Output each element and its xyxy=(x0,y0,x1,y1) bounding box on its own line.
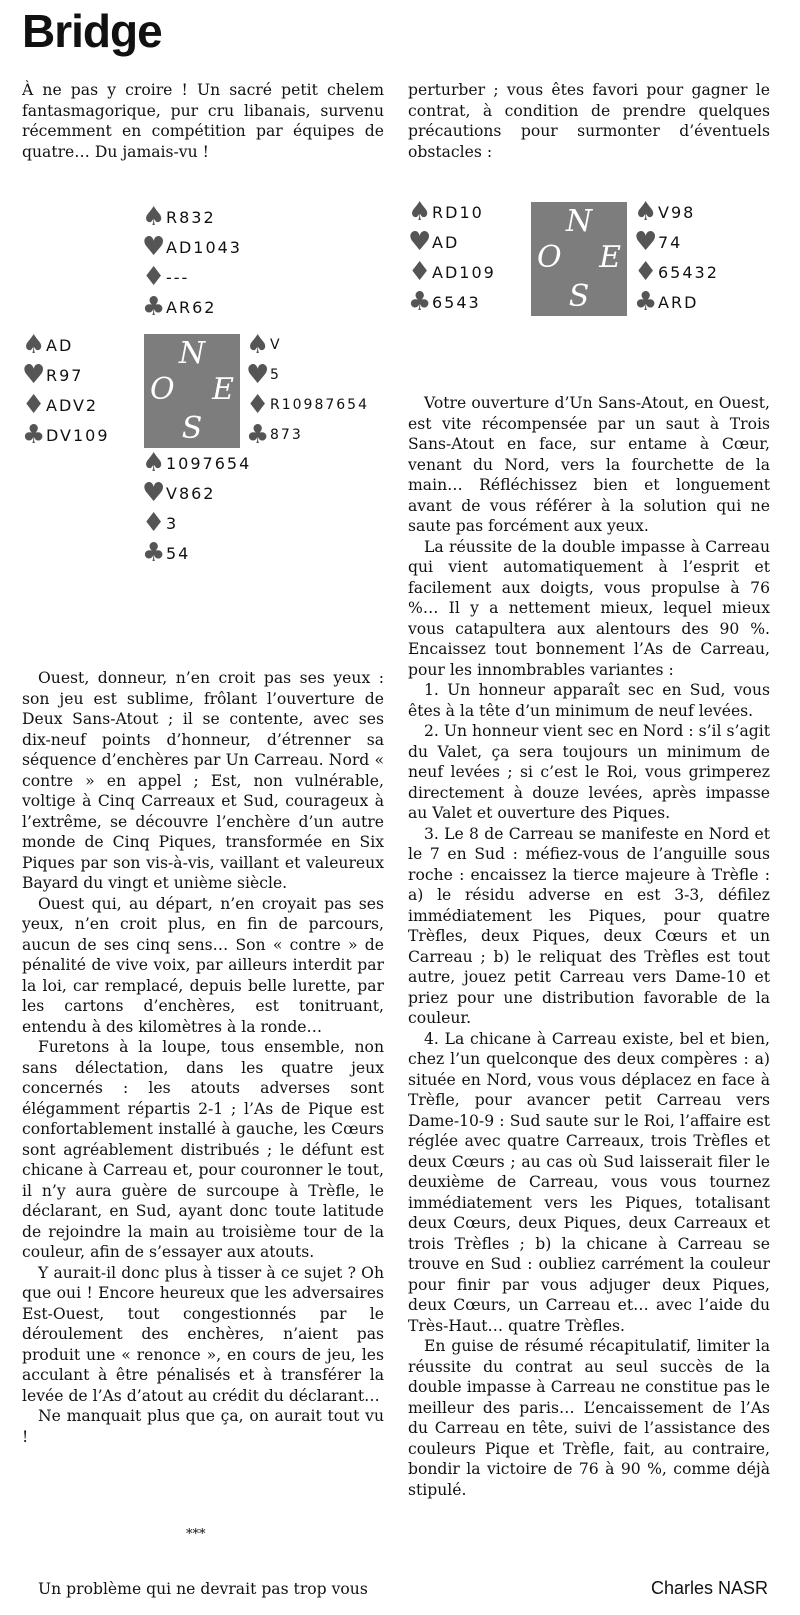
spade-icon: ♠ xyxy=(142,202,166,232)
south-spades: 1097654 xyxy=(166,453,252,473)
east-clubs: ARD xyxy=(658,292,699,312)
diamond-icon: ♦ xyxy=(246,390,270,420)
author-signature: Charles NASR xyxy=(650,1578,768,1598)
north-diamonds: --- xyxy=(166,267,190,287)
body-paragraph: Ne manquait plus que ça, on aurait tout vu ! xyxy=(22,1407,384,1446)
heart-icon: ♥ xyxy=(634,227,658,257)
intro-paragraph: À ne pas y croire ! Un sacré petit chelem fantasmagorique, pur cru libanais, survenu récemment en compétition par équipes de quatre… Du jamais-vu ! xyxy=(22,81,384,161)
body-paragraph: 4. La chicane à Carreau existe, bel et bien, chez l’un quelconque des deux compères : a) située en Nord, vous vous déplacez en face à Trèfle, pour avancer petit Carreau vers Dame-10-9 : Sud saute sur le Roi, l’affaire est réglée avec quatre Carreaux, trois Trèfles et deux Cœurs ; au cas où Sud laisserait filer le deuxième de Carreau, vous vous tournez immédiatement vers les Piques, totalisant deux Cœurs, deux Piques, deux Carreaux et trois Trèfles ; b) la chicane à Carreau se trouve en Sud : oubliez carrément la couleur pour finir par vous adjuger deux Piques, deux Cœurs, un Carreau et… avec l’aide du Très-Haut… quatre Trèfles. xyxy=(408,1029,770,1335)
west-spades: AD xyxy=(46,335,74,355)
deal1-west-hand xyxy=(22,330,110,450)
club-icon: ♣ xyxy=(634,287,658,317)
west-spades: RD10 xyxy=(432,202,484,222)
compass-north: N xyxy=(565,204,593,239)
spade-icon: ♠ xyxy=(246,330,270,360)
body-paragraph: 2. Un honneur vient sec en Nord : s’il s’agit du Valet, ça sera toujours un minimum de neuf levées ; si c’est le Roi, vous grimperez directement à douze levées, après impasse au Valet et ouverture des Piques. xyxy=(408,722,770,822)
section-separator: *** xyxy=(186,1527,206,1542)
spade-icon: ♠ xyxy=(22,330,46,360)
north-spades: R832 xyxy=(166,207,216,227)
east-spades: V98 xyxy=(658,202,696,222)
north-hearts: AD1043 xyxy=(166,237,242,257)
deal2-east-hand xyxy=(634,197,719,317)
south-hearts: V862 xyxy=(166,483,216,503)
heart-icon: ♥ xyxy=(142,478,166,508)
west-hearts: AD xyxy=(432,232,460,252)
body-paragraph: Y aurait-il donc plus à tisser à ce sujet ? Oh que oui ! Encore heureux que les adversaires Est-Ouest, tout congestionnés par le déroulement des enchères, n’aient pas produit une « renonce », en cours de jeu, les acculant à être pénalisés et à transférer la levée de l’As d’atout au crédit du déclarant… xyxy=(22,1263,384,1405)
deal1-east-hand xyxy=(246,330,369,450)
west-clubs: 6543 xyxy=(432,292,481,312)
article-column-right xyxy=(408,393,770,1500)
north-clubs: AR62 xyxy=(166,297,217,317)
club-icon: ♣ xyxy=(246,420,270,450)
body-paragraph: 3. Le 8 de Carreau se manifeste en Nord et le 7 en Sud : méfiez-vous de l’anguille sous roche : encaissez la tierce majeure à Trèfle : a) le résidu adverse en est 3-3, défilez immédiatement les Piques, pour quatre Trèfles, deux Piques, deux Cœurs et un Carreau ; b) le reliquat des Trèfles est tout autre, jouez petit Carreau vers Dame-10 et priez pour une distribution favorable de la couleur. xyxy=(408,824,770,1027)
west-diamonds: ADV2 xyxy=(46,395,99,415)
east-hearts: 74 xyxy=(658,232,683,252)
page-title: Bridge xyxy=(22,5,162,57)
heart-icon: ♥ xyxy=(142,232,166,262)
spade-icon: ♠ xyxy=(408,197,432,227)
article-column-left xyxy=(22,668,384,1447)
diamond-icon: ♦ xyxy=(408,257,432,287)
compass-south: S xyxy=(181,411,203,446)
problem-intro-line: Un problème qui ne devrait pas trop vous xyxy=(38,1580,368,1598)
west-clubs: DV109 xyxy=(46,425,110,445)
body-paragraph: 1. Un honneur apparaît sec en Sud, vous êtes à la tête d’un minimum de neuf levées. xyxy=(408,681,770,720)
club-icon: ♣ xyxy=(408,287,432,317)
heart-icon: ♥ xyxy=(246,360,270,390)
diamond-icon: ♦ xyxy=(142,508,166,538)
club-icon: ♣ xyxy=(22,420,46,450)
west-hearts: R97 xyxy=(46,365,84,385)
deal1-south-hand xyxy=(142,448,251,568)
compass-west: O xyxy=(150,372,175,407)
compass-east: E xyxy=(599,240,621,275)
body-paragraph: Votre ouverture d’Un Sans-Atout, en Ouest, est vite récompensée par un saut à Trois Sans-Atout en face, sur entame à Cœur, venant du Nord, vers la fourchette de la main… Réfléchissez bien et longuement avant de vous référer à la solution qui ne saute pas forcément aux yeux. xyxy=(408,394,770,535)
east-hearts: 5 xyxy=(270,367,281,383)
compass-west: O xyxy=(537,240,562,275)
body-paragraph: La réussite de la double impasse à Carreau qui vient automatiquement à l’esprit et facilement aux doigts, vous propulse à 76 %… Il y a nettement mieux, lequel mieux vous catapultera aux alentours des 90 %. Encaissez tout bonnement l’As de Carreau, pour les innombrables variantes : xyxy=(408,537,770,679)
compass-box-deal2 xyxy=(531,202,627,316)
compass-north: N xyxy=(178,336,206,371)
heart-icon: ♥ xyxy=(22,360,46,390)
body-paragraph: Furetons à la loupe, tous ensemble, non sans délectation, dans les quatre jeux concernés : les atouts adverses sont élégamment répartis 2-1 ; l’As de Pique est confortablement installé à gauche, les Cœurs sont agréablement distribués ; le défunt est chicane à Carreau et, pour couronner le tout, il n’y aura guère de surcoupe à Trèfle, le déclarant, en Sud, ayant donc toute latitude de rejoindre la main au troisième tour de la couleur, afin de s’essayer aux atouts. xyxy=(22,1038,384,1261)
club-icon: ♣ xyxy=(142,292,166,322)
club-icon: ♣ xyxy=(142,538,166,568)
east-diamonds: R10987654 xyxy=(270,397,369,413)
east-diamonds: 65432 xyxy=(658,262,719,282)
deal2-west-hand xyxy=(408,197,496,317)
east-spades: V xyxy=(270,337,282,353)
east-clubs: 873 xyxy=(270,427,303,443)
south-diamonds: 3 xyxy=(166,513,179,533)
spade-icon: ♠ xyxy=(142,448,166,478)
south-clubs: 54 xyxy=(166,543,191,563)
body-paragraph: Ouest qui, au départ, n’en croyait pas ses yeux, n’en croit plus, en fin de parcours, aucun de ses cinq sens… Son « contre » de pénalité de vive voix, par ailleurs interdit par la loi, car remplacé, depuis belle lurette, par les cartons d’enchères, est tonitruant, entendu à des kilomètres à la ronde… xyxy=(22,894,384,1036)
compass-south: S xyxy=(568,279,590,314)
west-diamonds: AD109 xyxy=(432,262,496,282)
body-paragraph: Ouest, donneur, n’en croit pas ses yeux : son jeu est sublime, frôlant l’ouverture de Deux Sans-Atout ; il se contente, avec ses dix-neuf points d’honneur, d’étrenner sa séquence d’enchères par Un Carreau. Nord « contre » en appel ; Est, non vulnérable, voltige à Cinq Carreaux et Sud, courageux à l’extrême, se découvre l’enchère d’un autre monde de Cinq Piques, transformée en Six Piques par son vis-à-vis, vaillant et valeureux Bayard du vingt et unième siècle. xyxy=(22,669,384,892)
deal1-north-hand xyxy=(142,202,242,322)
intro-text-col1 xyxy=(22,80,384,162)
diamond-icon: ♦ xyxy=(22,390,46,420)
diamond-icon: ♦ xyxy=(634,257,658,287)
compass-box-deal1 xyxy=(144,334,240,448)
intro-text-col2 xyxy=(408,80,770,162)
diamond-icon: ♦ xyxy=(142,262,166,292)
spade-icon: ♠ xyxy=(634,197,658,227)
body-paragraph: En guise de résumé récapitulatif, limiter la réussite du contrat au seul succès de la double impasse à Carreau ne constitue pas le meilleur des paris… L’encaissement de l’As du Carreau en tête, suivi de l’assistance des couleurs Pique et Trèfle, fait, au contraire, bondir la victoire de 76 à 90 %, comme déjà stipulé. xyxy=(408,1337,770,1499)
heart-icon: ♥ xyxy=(408,227,432,257)
compass-east: E xyxy=(212,372,234,407)
intro-paragraph-continued: perturber ; vous êtes favori pour gagner le contrat, à condition de prendre quelques précautions pour surmonter d’éventuels obstacles : xyxy=(408,81,770,161)
